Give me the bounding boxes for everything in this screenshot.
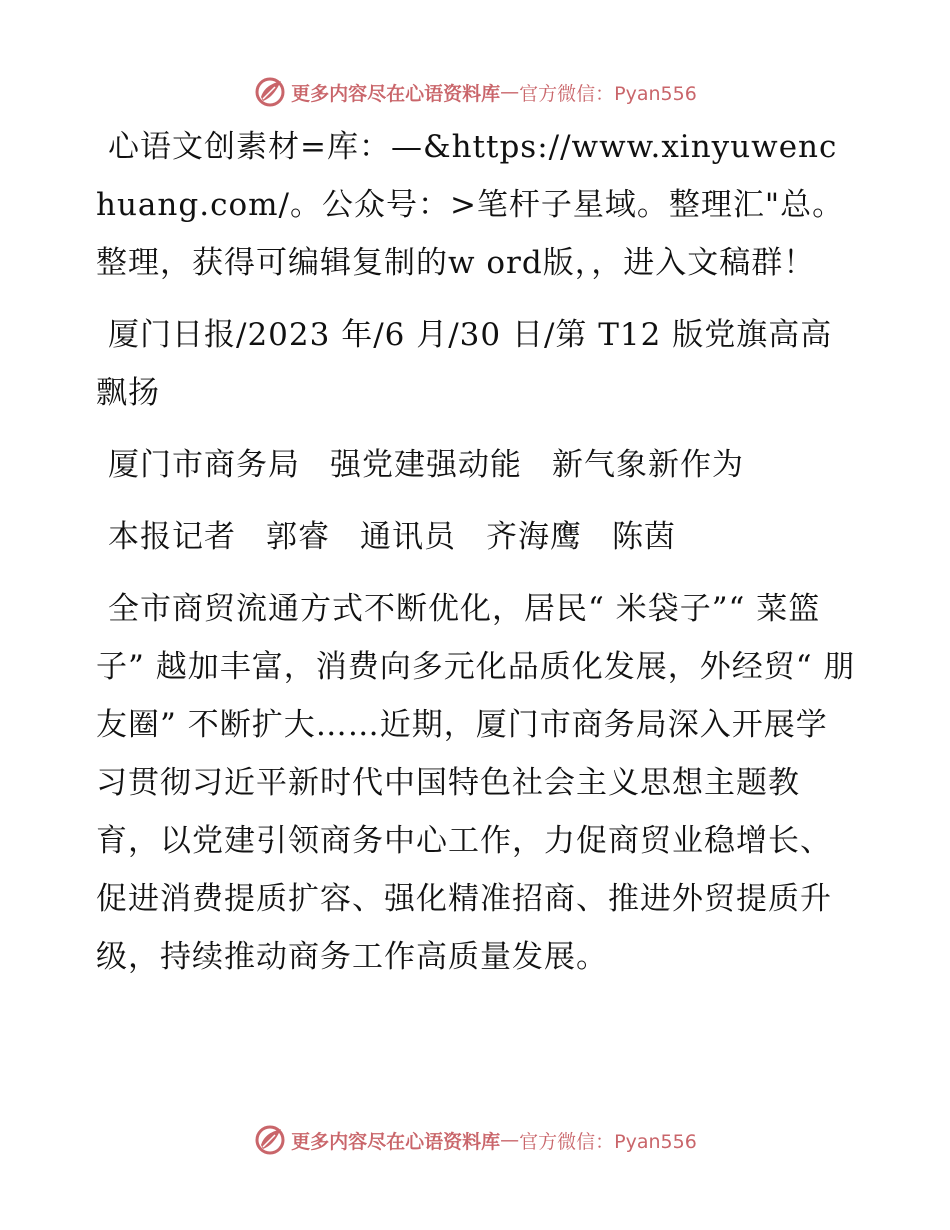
watermark-main-text: 更多内容尽在心语资料库 [291,1130,501,1153]
reporter-name: 郭睿 [266,519,330,555]
leaf-logo-icon [253,75,287,109]
correspondent-label: 通讯员 [360,519,456,555]
headline-part1: 强党建强动能 [330,447,522,483]
watermark-sub-text: 官方微信：Pyan556 [519,1130,697,1153]
document-body [96,118,856,1000]
watermark-sub-text: 官方微信：Pyan556 [519,82,697,105]
headline [96,436,856,494]
headline-part2: 新气象新作为 [552,447,744,483]
correspondent-name-1: 齐海鹰 [486,519,582,555]
intro-paragraph: 心语文创素材=库：—&https://www.xinyuwenchuang.com/。公众号：>笔杆子星域。整理汇"总。整理，获得可编辑复制的w ord版，，进入文稿群！ [96,129,845,281]
leaf-logo-icon [253,1123,287,1157]
footer-watermark [0,1120,950,1160]
reporter-label: 本报记者 [108,519,236,555]
header-watermark [0,72,950,112]
source-line: 厦门日报/2023 年/6 月/30 日/第 T12 版党旗高高飘扬 [96,317,833,411]
byline [96,508,856,566]
headline-org: 厦门市商务局 [108,447,300,483]
body-paragraph: 全市商贸流通方式不断优化，居民“ 米袋子”“ 菜篮子” 越加丰富，消费向多元化品质化发展，外经贸“ 朋友圈” 不断扩大……近期，厦门市商务局深入开展学习贯彻习近平新时代中国特色社会主义思想主题教育，以党建引领商务中心工作，力促商贸业稳增长、促进消费提质扩容、强化精准招商、推进外贸提质升级，持续推动商务工作高质量发展。 [96,591,856,975]
watermark-dash: — [500,1129,520,1151]
watermark-main-text: 更多内容尽在心语资料库 [291,82,501,105]
watermark-dash: — [500,81,520,103]
correspondent-name-2: 陈茵 [612,519,676,555]
